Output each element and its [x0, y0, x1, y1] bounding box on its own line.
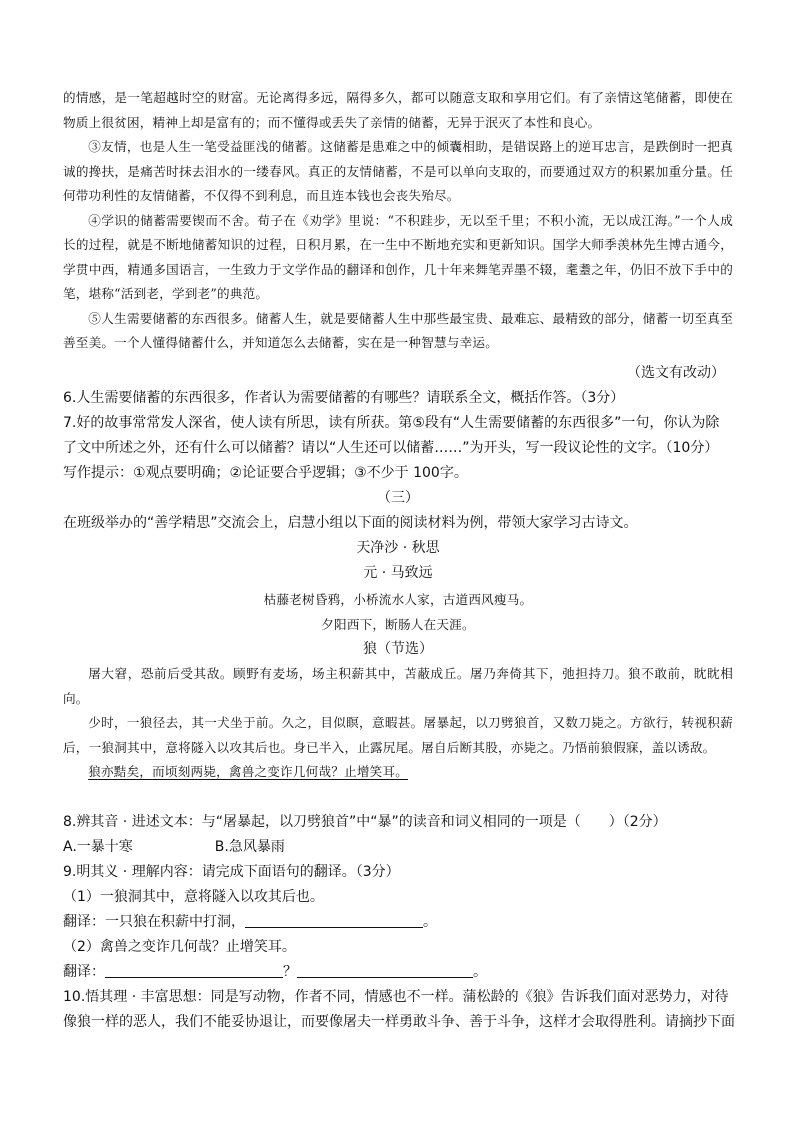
questions-6-7: [63, 386, 733, 586]
question-9-item-2: （2）禽兽之变诈几何哉？止增笑耳。: [63, 939, 296, 955]
questions-8-10: [63, 810, 733, 1035]
essay-paragraph-3: ③友情，也是人生一笔受益匪浅的储蓄。这储蓄是患难之中的倾囊相助，是错误路上的逆耳忠言，是跌倒时一把真诚的搀扶，是痛苦时抹去泪水的一缕春风。真正的友情储蓄，不是可以单向支取的，而要通过双方的积累加重分量。任何带功利性的友情储蓄，不仅得不到利息，而且连本钱也会丧失殆尽。: [63, 139, 733, 203]
question-10-line-1: 10.悟其理 · 丰富思想：同是写动物，作者不同，情感也不一样。蒲松龄的《狼》告诉我们面对恶势力，对待: [63, 989, 729, 1005]
question-8: 8.辨其音 · 进述文本：与“屠暴起，以刀劈狼首”中“暴”的读音和词义相同的一项是（ ）（2分）: [63, 814, 667, 830]
question-6: 6.人生需要储蓄的东西很多，作者认为需要储蓄的有哪些？请联系全文，概括作答。（3分）: [63, 390, 625, 406]
option-a[interactable]: A.一暴十寒: [63, 839, 133, 855]
answer-blank-2a[interactable]: [105, 963, 283, 978]
wolf-title: 狼（节选）: [363, 641, 433, 657]
translation-1-end: 。: [423, 914, 437, 930]
poem-title: 天净沙 · 秋思: [356, 540, 440, 556]
question-10-line-2: 像狼一样的恶人，我们不能妥协退让，而要像屠夫一样勇敢斗争、善于斗争，这样才会取得胜利。请摘抄下面: [63, 1014, 735, 1030]
poem-author: 元 · 马致远: [363, 565, 433, 581]
translation-1-prefix: 翻译：一只狼在积薪中打洞，: [63, 914, 245, 930]
poem-body: [63, 588, 733, 637]
wolf-title-row: [63, 637, 733, 662]
question-9-translation-1: [63, 910, 733, 935]
wolf-paragraph-1: 屠大窘，恐前后受其敌。顾野有麦场，场主积薪其中，苫蔽成丘。屠乃奔倚其下，弛担持刀。狼不敢前，眈眈相向。: [63, 666, 733, 706]
section-intro: 在班级举办的“善学精思”交流会上，启慧小组以下面的阅读材料为例，带领大家学习古诗文。: [63, 515, 638, 531]
question-9-item-1: （1）一狼洞其中，意将隧入以攻其后也。: [63, 889, 324, 905]
essay-paragraph-4: ④学识的储蓄需要锲而不舍。荀子在《劝学》里说：“不积跬步，无以至千里；不积小流，无以成江海。”一个人成长的过程，就是不断地储蓄知识的过程，日积月累，在一生中不断地充实和更新知识。国学大师季羡林先生博古通今，学贯中西，精通多国语言，一生致力于文学作品的翻译和创作，几十年来舞笔弄墨不辍，耄耋之年，仍旧不放下手中的笔，堪称“活到老，学到老”的典范。: [63, 212, 733, 301]
question-9: 9.明其义 · 理解内容：请完成下面语句的翻译。（3分）: [63, 864, 400, 880]
wolf-excerpt: [63, 662, 733, 785]
essay-paragraph-continued: 的情感，是一笔超越时空的财富。无论离得多远，隔得多久，都可以随意支取和享用它们。有了亲情这笔储蓄，即使在物质上很贫困，精神上却是富有的；而不懂得或丢失了亲情的储蓄，无异于泯灭了本性和良心。: [63, 90, 733, 130]
question-7-line-1: 7.好的故事常常发人深省，使人读有所思，读有所获。第⑤段有“人生需要储蓄的东西很多”一句，你认为除: [63, 415, 720, 431]
section-heading: （三）: [377, 490, 419, 506]
question-7-line-2: 了文中所述之外，还有什么可以储蓄？请以“人生还可以储蓄……”为开头，写一段议论性的文字。（10分）: [63, 440, 719, 456]
poem-line-1: 枯藤老树昏鸦，小桥流水人家，古道西风瘦马。: [263, 592, 533, 607]
essay-block: [63, 86, 733, 356]
wolf-paragraph-3-text: 狼亦黠矣，而顷刻两毙，禽兽之变诈几何哉？止增笑耳。: [88, 764, 409, 779]
poem-line-2: 夕阳西下，断肠人在天涯。: [321, 616, 475, 632]
translation-2-end: 。: [473, 964, 487, 980]
answer-blank-1[interactable]: [245, 913, 423, 928]
source-note-row: [63, 361, 733, 386]
option-b[interactable]: B.急风暴雨: [214, 839, 285, 855]
wolf-paragraph-2: 少时，一狼径去，其一犬坐于前。久之，目似瞑，意暇甚。屠暴起，以刀劈狼首，又数刀毙之。方欲行，转视积薪后，一狼洞其中，意将隧入以攻其后也。身已半入，止露尻尾。屠自后断其股，亦毙之。乃悟前狼假寐，盖以诱敌。: [63, 715, 733, 755]
question-8-options: [63, 835, 733, 860]
source-note: （选文有改动）: [627, 365, 725, 381]
wolf-paragraph-3: [63, 760, 733, 785]
question-9-translation-2: [63, 960, 733, 985]
essay-paragraph-5: ⑤人生需要储蓄的东西很多。储蓄人生，就是要储蓄人生中那些最宝贵、最难忘、最精致的部分，储蓄一切至真至善至美。一个人懂得储蓄什么，并知道怎么去储蓄，实在是一种智慧与幸运。: [63, 310, 733, 350]
translation-2-mid: ？: [283, 964, 297, 980]
translation-2-prefix: 翻译：: [63, 964, 105, 980]
question-7-hint: 写作提示：①观点要明确；②论证要合乎逻辑；③不少于 100字。: [63, 465, 468, 481]
answer-blank-2b[interactable]: [297, 963, 473, 978]
